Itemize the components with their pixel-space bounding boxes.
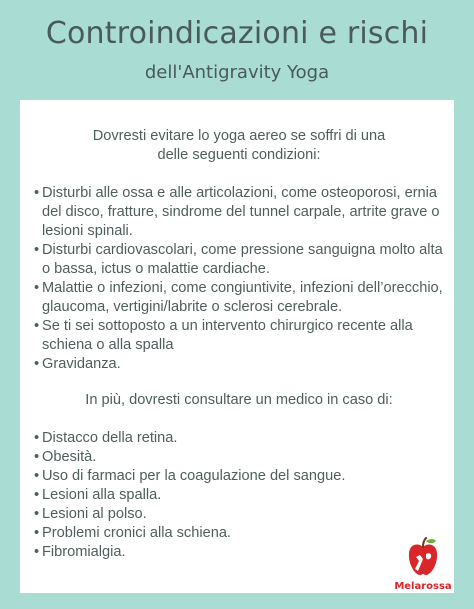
list-item: • Disturbi alle ossa e alle articolazioni, come osteoporosi, ernia del disco, fratture, sindrome del tunnel carpale, artrite grave o lesioni spinali. (34, 184, 444, 241)
consult-intro: In più, dovresti consultare un medico in caso di: (85, 392, 393, 408)
list-item: • Fibromialgia. (34, 543, 444, 562)
content-card (20, 100, 454, 593)
list-item: • Se ti sei sottoposto a un intervento chirurgico recente alla schiena o alla spalla (34, 317, 444, 355)
logo-text: Melarossa (394, 581, 452, 592)
list-item: • Lesioni alla spalla. (34, 486, 444, 505)
intro-line-1: Dovresti evitare lo yoga aereo se soffri di una (92, 128, 386, 144)
consult-list (34, 429, 444, 562)
melarossa-logo (394, 537, 452, 603)
apple-icon (407, 537, 439, 577)
list-item: • Malattie o infezioni, come congiuntivite, infezioni dell’orecchio, glaucoma, vertigini/labrite o sclerosi cerebrale. (34, 279, 444, 317)
list-item: • Problemi cronici alla schiena. (34, 524, 444, 543)
intro-line-2: delle seguenti condizioni: (157, 147, 321, 163)
list-item: • Obesità. (34, 448, 444, 467)
list-item: • Lesioni al polso. (34, 505, 444, 524)
conditions-list (34, 184, 444, 374)
list-item: • Gravidanza. (34, 355, 444, 374)
list-item: • Uso di farmaci per la coagulazione del sangue. (34, 467, 444, 486)
page-title: Controindicazioni e rischi (45, 16, 429, 51)
page-subtitle: dell'Antigravity Yoga (144, 62, 330, 83)
intro-text (34, 127, 444, 165)
list-item: • Disturbi cardiovascolari, come pressione sanguigna molto alta o bassa, ictus o malattie cardiache. (34, 241, 444, 279)
list-item: • Distacco della retina. (34, 429, 444, 448)
card-content (34, 127, 444, 562)
